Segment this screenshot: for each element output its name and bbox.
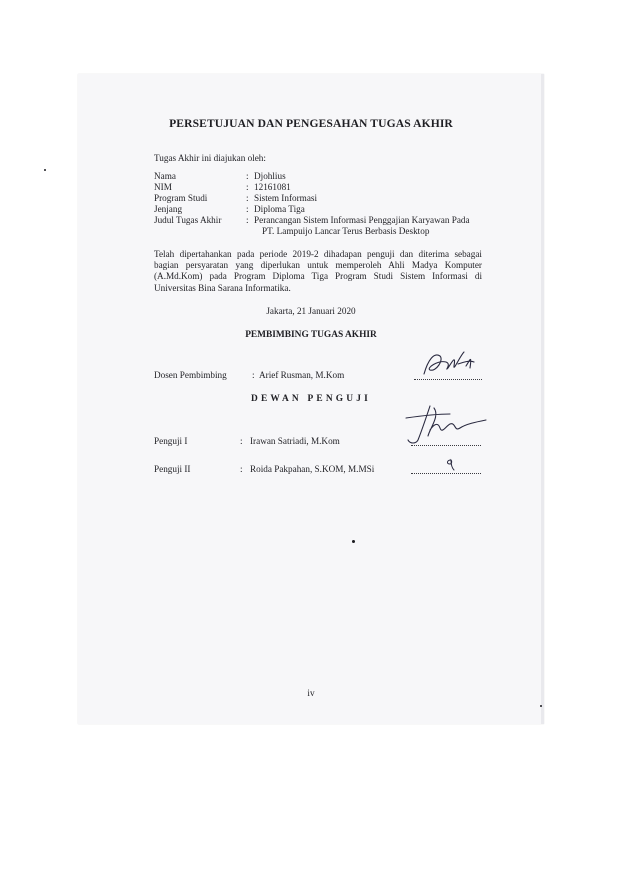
field-value-judul: Perancangan Sistem Informasi Penggajian Karyawan Pada <box>254 215 470 225</box>
field-colon: : <box>246 171 249 181</box>
field-colon: : <box>246 204 249 214</box>
paragraph-line: (A.Md.Kom) pada Program Diploma Tiga Program Studi Sistem Informasi di <box>154 271 482 282</box>
supervisor-role: Dosen Pembimbing <box>154 370 227 380</box>
examiner-1-role: Penguji I <box>154 436 188 446</box>
field-colon: : <box>246 215 249 225</box>
examiners-heading: DEWAN PENGUJI <box>251 394 371 404</box>
scan-speck <box>540 705 542 707</box>
field-colon: : <box>252 370 255 380</box>
field-colon: : <box>246 182 249 192</box>
field-colon: : <box>240 436 243 446</box>
field-label-program-studi: Program Studi <box>154 193 208 203</box>
signature-examiner-1 <box>400 400 490 448</box>
field-value-nim: 12161081 <box>254 182 291 192</box>
paragraph-line: Universitas Bina Sarana Informatika. <box>154 282 291 293</box>
field-colon: : <box>240 464 243 474</box>
page-number: iv <box>307 688 315 698</box>
scan-speck <box>352 540 355 543</box>
scan-speck <box>44 169 46 171</box>
signature-examiner-2 <box>442 456 458 472</box>
paragraph-line: bagian persyaratan yang diperlukan untuk memperoleh Ahli Madya Komputer <box>154 260 482 271</box>
place-date: Jakarta, 21 Januari 2020 <box>266 306 356 316</box>
field-label-nim: NIM <box>154 182 172 192</box>
document-title: PERSETUJUAN DAN PENGESAHAN TUGAS AKHIR <box>169 117 453 130</box>
supervisor-name: Arief Rusman, M.Kom <box>259 370 345 380</box>
field-label-judul: Judul Tugas Akhir <box>154 215 222 225</box>
examiner-1-name: Irawan Satriadi, M.Kom <box>250 436 340 446</box>
field-label-jenjang: Jenjang <box>154 204 183 214</box>
scanned-page <box>78 74 544 724</box>
supervisor-heading: PEMBIMBING TUGAS AKHIR <box>245 330 377 340</box>
field-value-nama: Djohlius <box>254 171 286 181</box>
signature-supervisor <box>418 346 490 380</box>
examiner-2-role: Penguji II <box>154 464 191 474</box>
field-label-nama: Nama <box>154 171 176 181</box>
field-value-jenjang: Diploma Tiga <box>254 204 305 214</box>
approval-paragraph <box>154 249 482 294</box>
signature-line <box>411 473 481 474</box>
paragraph-line: Telah dipertahankan pada periode 2019-2 dihadapan penguji dan diterima sebagai <box>154 249 482 259</box>
field-value-program-studi: Sistem Informasi <box>254 193 318 203</box>
intro-text: Tugas Akhir ini diajukan oleh: <box>154 153 266 163</box>
field-colon: : <box>246 193 249 203</box>
examiner-2-name: Roida Pakpahan, S.KOM, M.MSi <box>250 464 375 474</box>
field-value-judul-line2: PT. Lampuijo Lancar Terus Berbasis Desktop <box>262 226 430 236</box>
